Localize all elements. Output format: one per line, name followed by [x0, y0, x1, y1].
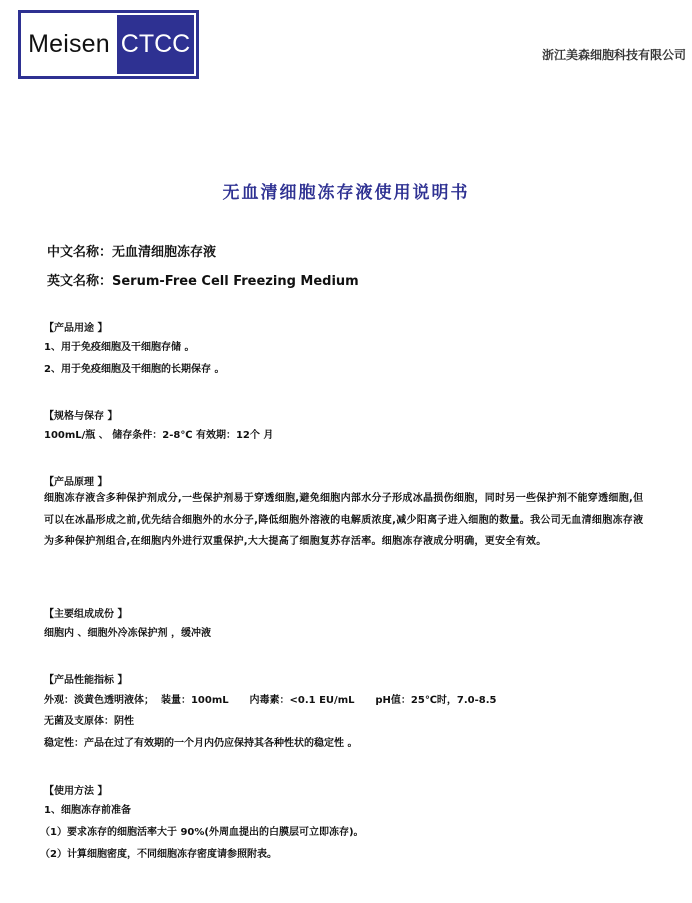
performance-line: 稳定性：产品在过了有效期的一个月内仍应保持其各种性状的稳定性 。 [44, 738, 358, 749]
method-line: （1）要求冻存的细胞活率大于 90%(外周血提出的白膜层可立即冻存)。 [40, 827, 364, 838]
usage-heading: 【产品用途 】 [44, 323, 108, 334]
spec-text: 100mL/瓶 、 储存条件：2-8℃ 有效期：12个 月 [44, 430, 274, 441]
performance-line: 无菌及支原体：阴性 [44, 716, 134, 727]
usage-item: 1、用于免疫细胞及干细胞存储 。 [44, 342, 195, 353]
performance-heading: 【产品性能指标 】 [44, 675, 128, 686]
chinese-name: 中文名称：无血清细胞冻存液 [47, 245, 217, 260]
logo-text-ctcc: CTCC [117, 15, 194, 74]
method-heading: 【使用方法 】 [44, 786, 108, 797]
usage-item: 2、用于免疫细胞及干细胞的长期保存 。 [44, 364, 225, 375]
principle-heading: 【产品原理 】 [44, 477, 108, 488]
components-text: 细胞内 、细胞外冷冻保护剂 ，缓冲液 [44, 628, 211, 639]
principle-text: 细胞冻存液含多种保护剂成分,一些保护剂易于穿透细胞,避免细胞内部水分子形成冰晶损伤细胞，同时另一些保护剂不能穿透细胞,但可以在冰晶形成之前,优先结合细胞外的水分子,降低细胞外溶液的电解质浓度,减少阳离子进入细胞的数量。我公司无血清细胞冻存液为多种保护剂组合,在细胞内外进行双重保护,大大提高了细胞复苏存活率。细胞冻存液成分明确，更安全有效。 [44, 493, 644, 547]
performance-line: 外观：淡黄色透明液体； 装量：100mL 内毒素：<0.1 EU/mL pH值：25℃时，7.0-8.5 [44, 695, 497, 706]
company-name: 浙江美森细胞科技有限公司 [541, 48, 686, 62]
method-line: 1、细胞冻存前准备 [44, 805, 131, 816]
method-line: （2）计算细胞密度，不同细胞冻存密度请参照附表。 [40, 849, 277, 860]
document-title: 无血清细胞冻存液使用说明书 [222, 183, 470, 203]
company-logo [18, 10, 199, 79]
logo-text-meisen: Meisen [28, 30, 110, 58]
english-name: 英文名称：Serum-Free Cell Freezing Medium [47, 274, 359, 289]
components-heading: 【主要组成成份 】 [44, 609, 128, 620]
spec-heading: 【规格与保存 】 [44, 411, 118, 422]
